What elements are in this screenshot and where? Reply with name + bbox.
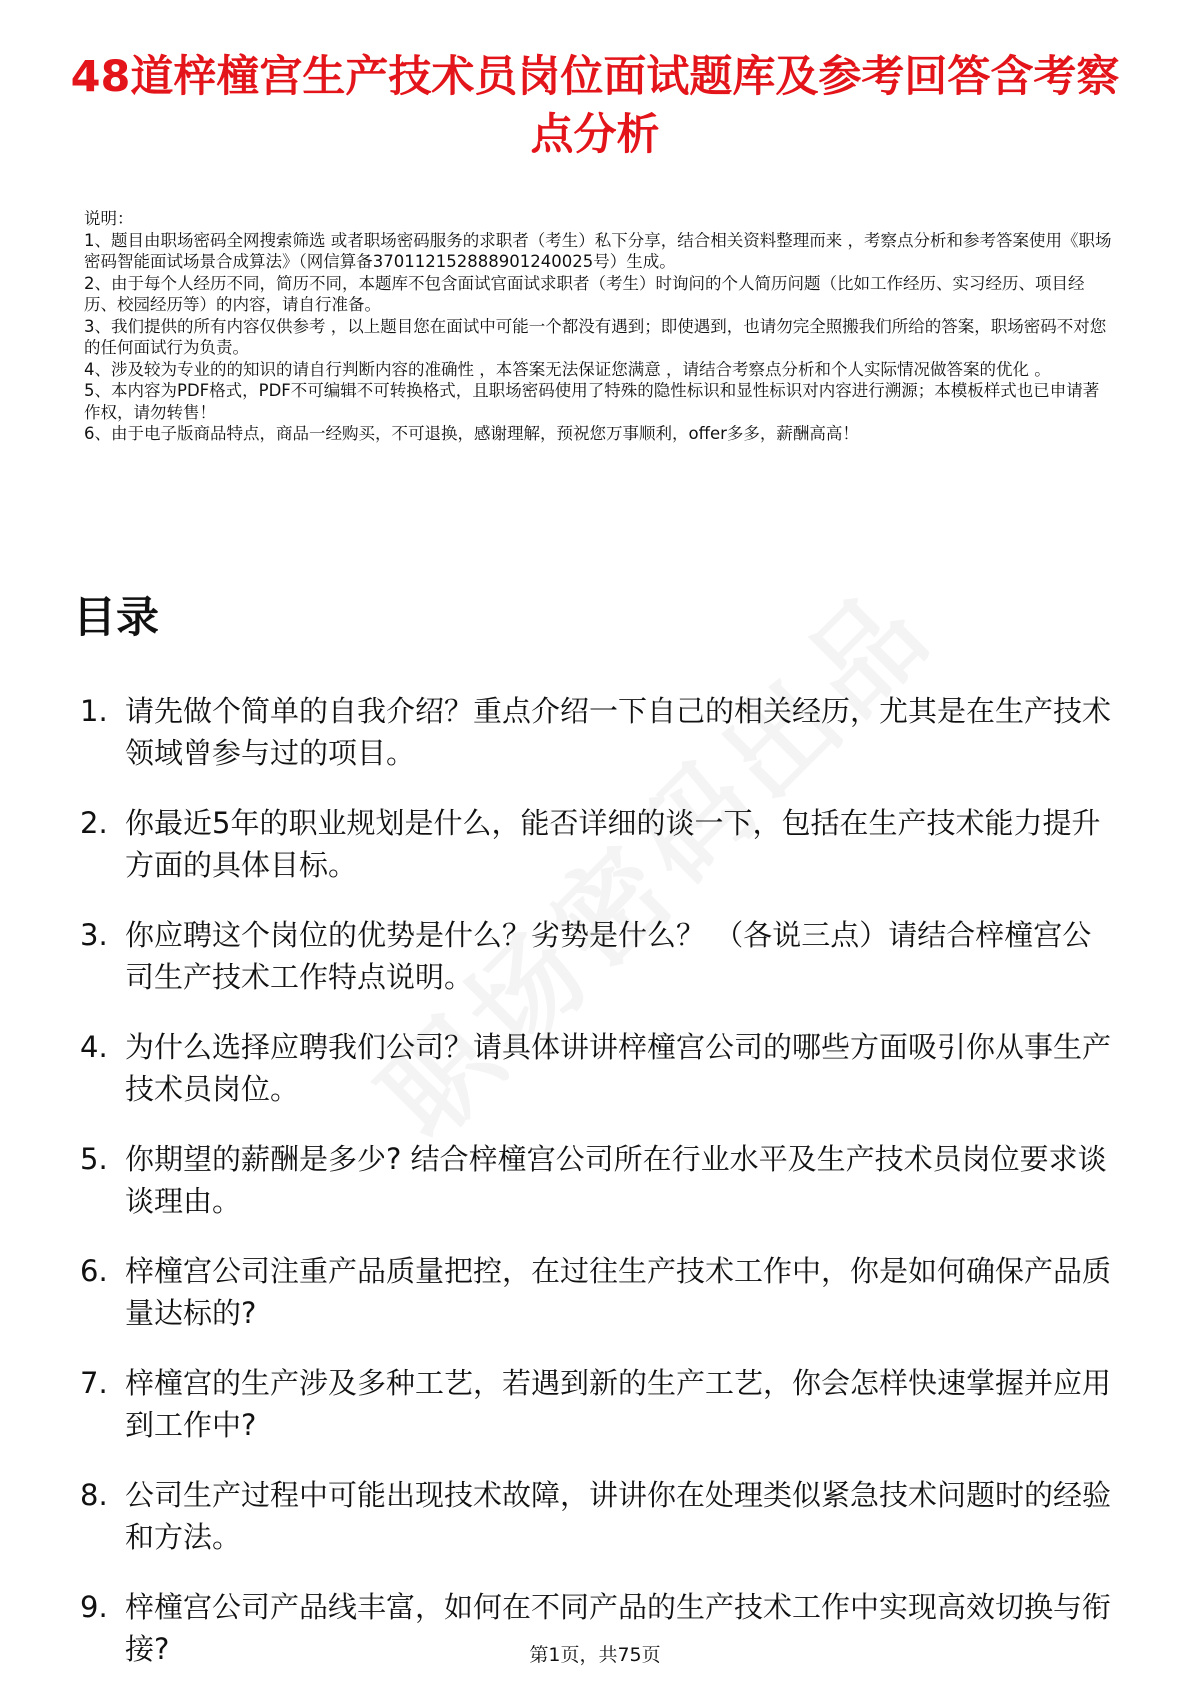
notes-section (84, 208, 1114, 445)
toc-item-number: 7. (80, 1366, 108, 1400)
document-title: 48道梓橦宫生产技术员岗位面试题库及参考回答含考察点分析 (70, 52, 1120, 160)
toc-item-text: 你最近5年的职业规划是什么，能否详细的谈一下，包括在生产技术能力提升方面的具体目标。 (125, 806, 1101, 882)
toc-item-number: 2. (80, 806, 108, 840)
toc-item-number: 4. (80, 1030, 108, 1064)
toc-item-number: 9. (80, 1590, 108, 1624)
toc-item[interactable] (80, 914, 1120, 998)
toc-item[interactable] (80, 1026, 1120, 1110)
toc-item-text: 梓橦宫公司产品线丰富，如何在不同产品的生产技术工作中实现高效切换与衔接? (125, 1590, 1112, 1666)
toc-item-number: 6. (80, 1254, 108, 1288)
toc-list (80, 690, 1120, 1684)
toc-item-text: 梓橦宫公司注重产品质量把控，在过往生产技术工作中，你是如何确保产品质量达标的? (125, 1254, 1112, 1330)
notes-heading: 说明： (84, 209, 134, 228)
note-item-2: 2、由于每个人经历不同，简历不同，本题库不包含面试官面试求职者（考生）时询问的个人简历问题（比如工作经历、实习经历、项目经历、校园经历等）的内容，请自行准备。 (84, 273, 1085, 314)
toc-item[interactable] (80, 1138, 1120, 1222)
note-item-5: 5、本内容为PDF格式，PDF不可编辑不可转换格式，且职场密码使用了特殊的隐性标识和显性标识对内容进行溯源；本模板样式也已申请著作权，请勿转售！ (84, 381, 1100, 422)
toc-item[interactable] (80, 1250, 1120, 1334)
toc-item[interactable] (80, 802, 1120, 886)
toc-item-text: 为什么选择应聘我们公司？请具体讲讲梓橦宫公司的哪些方面吸引你从事生产技术员岗位。 (125, 1030, 1112, 1106)
toc-item-text: 请先做个简单的自我介绍？重点介绍一下自己的相关经历，尤其是在生产技术领域曾参与过的项目。 (125, 694, 1112, 770)
toc-item-number: 8. (80, 1478, 108, 1512)
toc-item-number: 1. (80, 694, 108, 728)
page-number-footer: 第1页，共75页 (529, 1644, 661, 1666)
note-item-6: 6、由于电子版商品特点，商品一经购买，不可退换，感谢理解，预祝您万事顺利，offer多多，薪酬高高！ (84, 424, 859, 443)
toc-item-text: 你期望的薪酬是多少? 结合梓橦宫公司所在行业水平及生产技术员岗位要求谈谈理由。 (125, 1142, 1107, 1218)
toc-item[interactable] (80, 1362, 1120, 1446)
note-item-4: 4、涉及较为专业的的知识的请自行判断内容的准确性 ，本答案无法保证您满意 ，请结合考察点分析和个人实际情况做答案的优化 。 (84, 359, 1051, 379)
toc-heading: 目录 (73, 593, 159, 643)
toc-item-number: 3. (80, 918, 108, 952)
toc-item-text: 公司生产过程中可能出现技术故障，讲讲你在处理类似紧急技术问题时的经验和方法。 (125, 1478, 1112, 1554)
note-item-3: 3、我们提供的所有内容仅供参考 ，以上题目您在面试中可能一个都没有遇到；即使遇到，也请勿完全照搬我们所给的答案，职场密码不对您的任何面试行为负责。 (84, 316, 1107, 357)
toc-item[interactable] (80, 690, 1120, 774)
toc-item-text: 你应聘这个岗位的优势是什么？劣势是什么？ （各说三点）请结合梓橦宫公司生产技术工作特点说明。 (125, 918, 1092, 994)
note-item-1: 1、题目由职场密码全网搜索筛选 或者职场密码服务的求职者（考生）私下分享，结合相关资料整理而来 ，考察点分析和参考答案使用《职场密码智能面试场景合成算法》（网信算备370112152888901240025号）生成。 (84, 230, 1112, 271)
toc-item-text: 梓橦宫的生产涉及多种工艺，若遇到新的生产工艺，你会怎样快速掌握并应用到工作中? (125, 1366, 1112, 1442)
toc-item-number: 5. (80, 1142, 108, 1176)
toc-item[interactable] (80, 1474, 1120, 1558)
